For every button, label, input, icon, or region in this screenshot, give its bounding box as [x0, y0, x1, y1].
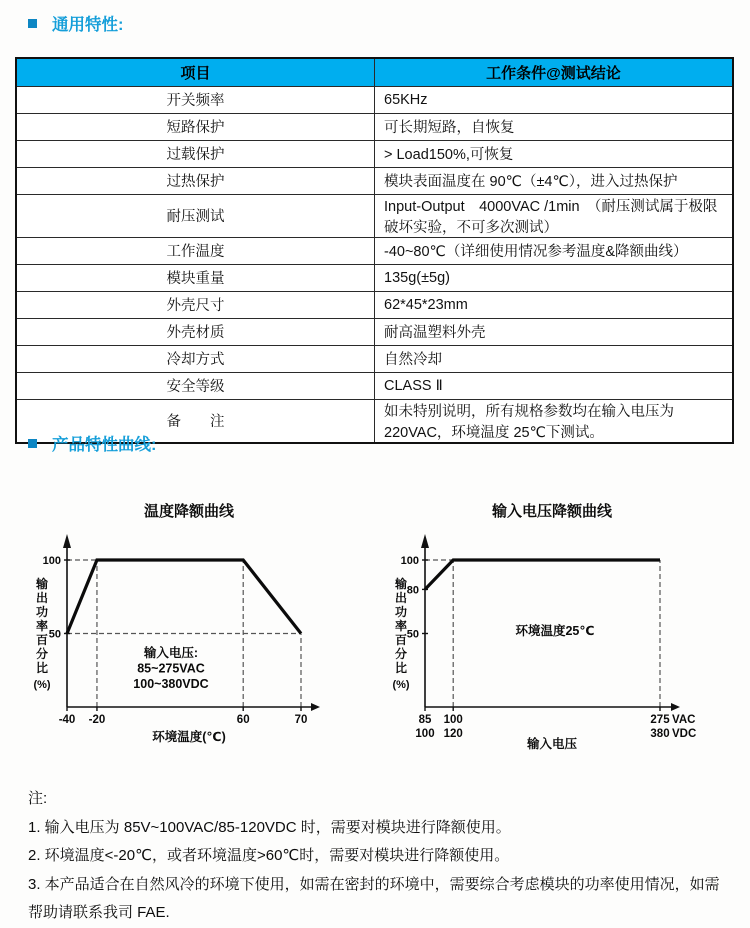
svg-text:比: 比 — [394, 661, 408, 675]
notes-label: 注: — [28, 790, 48, 807]
notes-section — [28, 785, 730, 928]
spec-item-name: 外壳材质 — [16, 318, 375, 345]
x-tick-labels — [415, 707, 696, 740]
svg-text:100: 100 — [415, 728, 435, 740]
table-row — [16, 113, 733, 140]
x-tick-labels — [59, 707, 308, 726]
table-row — [16, 372, 733, 399]
table-row — [16, 345, 733, 372]
svg-text:百: 百 — [35, 633, 49, 647]
svg-text:60: 60 — [236, 714, 250, 726]
table-row — [16, 237, 733, 264]
note-line: 3. 本产品适合在自然风冷的环境下使用，如需在密封的环境中，需要综合考虑模块的功率使用情况，如需帮助请联系我司 FAE. — [28, 875, 720, 921]
svg-text:80: 80 — [406, 584, 419, 597]
svg-text:VAC: VAC — [672, 714, 696, 726]
svg-text:分: 分 — [394, 647, 408, 661]
svg-text:(%): (%) — [392, 679, 410, 691]
spec-item-value: > Load150%,可恢复 — [375, 140, 734, 167]
chart-title — [491, 502, 613, 520]
svg-text:70: 70 — [294, 714, 308, 726]
svg-text:分: 分 — [35, 647, 49, 661]
table-row — [16, 86, 733, 113]
svg-text:380: 380 — [650, 728, 670, 740]
section-title: 产品特性曲线: — [52, 436, 157, 454]
svg-text:85: 85 — [418, 714, 432, 726]
spec-item-name: 外壳尺寸 — [16, 291, 375, 318]
spec-item-name: 开关频率 — [16, 86, 375, 113]
svg-text:275: 275 — [650, 714, 670, 726]
svg-text:输入电压: 输入电压 — [526, 737, 578, 751]
general-characteristics-heading — [28, 11, 124, 35]
spec-item-name: 备 注 — [16, 399, 375, 443]
input-voltage-derating-chart-container — [388, 494, 748, 777]
note-line: 2. 环境温度<-20℃，或者环境温度>60℃时，需要对模块进行降额使用。 — [28, 847, 510, 864]
spec-table-body — [16, 86, 733, 443]
table-row — [16, 140, 733, 167]
table-row — [16, 167, 733, 194]
svg-text:-40: -40 — [58, 714, 76, 726]
svg-text:功: 功 — [35, 605, 49, 619]
spec-item-value: 如未特别说明，所有规格参数均在输入电压为 220VAC，环境温度 25℃下测试。 — [375, 399, 734, 443]
spec-item-name: 过热保护 — [16, 167, 375, 194]
table-row — [16, 318, 733, 345]
x-axis-label — [526, 736, 578, 751]
spec-item-name: 安全等级 — [16, 372, 375, 399]
spec-item-name: 短路保护 — [16, 113, 375, 140]
spec-item-name: 耐压测试 — [16, 194, 375, 237]
spec-item-value: 65KHz — [375, 86, 734, 113]
input-voltage-derating-chart — [388, 494, 748, 772]
table-header-row — [16, 58, 733, 86]
column-header-item: 项目 — [16, 58, 375, 86]
data-line — [67, 560, 301, 634]
svg-text:85~275VAC: 85~275VAC — [137, 661, 205, 676]
chart-annotation — [133, 645, 208, 691]
svg-text:输入电压:: 输入电压: — [143, 646, 199, 660]
svg-text:出: 出 — [35, 591, 49, 605]
svg-text:(%): (%) — [33, 679, 51, 691]
section-bullet-icon — [28, 439, 37, 448]
svg-text:输入电压降额曲线: 输入电压降额曲线 — [491, 503, 613, 520]
svg-text:100: 100 — [443, 714, 463, 726]
svg-text:120: 120 — [443, 728, 463, 740]
spec-item-name: 工作温度 — [16, 237, 375, 264]
spec-item-value: 模块表面温度在 90℃（±4℃），进入过热保护 — [375, 167, 734, 194]
svg-text:100: 100 — [400, 555, 419, 567]
svg-text:百: 百 — [394, 633, 408, 647]
spec-item-value: 可长期短路，自恢复 — [375, 113, 734, 140]
table-row — [16, 291, 733, 318]
spec-item-value: 耐高温塑料外壳 — [375, 318, 734, 345]
product-curves-heading — [28, 431, 157, 455]
svg-text:环境温度(℃): 环境温度(℃) — [152, 730, 226, 744]
svg-text:出: 出 — [394, 591, 408, 605]
spec-item-value: 自然冷却 — [375, 345, 734, 372]
svg-text:VDC: VDC — [672, 728, 697, 740]
section-title: 通用特性: — [52, 16, 124, 34]
spec-item-name: 冷却方式 — [16, 345, 375, 372]
spec-item-value: 62*45*23mm — [375, 291, 734, 318]
spec-item-value: 135g(±5g) — [375, 264, 734, 291]
svg-text:50: 50 — [406, 628, 419, 641]
spec-item-value: -40~80℃（详细使用情况参考温度&降额曲线） — [375, 237, 734, 264]
spec-item-value: CLASS Ⅱ — [375, 372, 734, 399]
table-row — [16, 194, 733, 237]
svg-text:率: 率 — [394, 619, 408, 633]
svg-text:比: 比 — [35, 661, 49, 675]
svg-text:功: 功 — [394, 605, 408, 619]
spec-item-value: Input-Output 4000VAC /1min （耐压测试属于极限破坏实验，不可多次测试） — [375, 194, 734, 237]
svg-text:温度降额曲线: 温度降额曲线 — [143, 503, 235, 520]
temperature-derating-chart-container — [25, 494, 370, 777]
svg-text:率: 率 — [35, 619, 49, 633]
svg-text:-20: -20 — [88, 714, 106, 726]
spec-table — [15, 57, 734, 444]
data-line — [425, 560, 660, 589]
svg-text:100~380VDC: 100~380VDC — [133, 677, 209, 691]
temperature-derating-chart — [25, 494, 370, 772]
svg-text:输: 输 — [35, 577, 49, 591]
svg-text:输: 输 — [394, 577, 408, 591]
svg-text:50: 50 — [48, 628, 61, 641]
chart-annotation — [515, 623, 594, 638]
x-axis-label — [152, 729, 225, 744]
svg-text:100: 100 — [42, 555, 61, 567]
chart-title — [144, 502, 235, 520]
spec-item-name: 模块重量 — [16, 264, 375, 291]
notes-list — [28, 814, 730, 928]
svg-text:环境温度25℃: 环境温度25℃ — [515, 624, 595, 638]
table-row — [16, 264, 733, 291]
spec-item-name: 过载保护 — [16, 140, 375, 167]
note-line: 1. 输入电压为 85V~100VAC/85-120VDC 时，需要对模块进行降额使用。 — [28, 818, 511, 836]
section-bullet-icon — [28, 19, 37, 28]
column-header-conditions: 工作条件@测试结论 — [375, 58, 734, 86]
